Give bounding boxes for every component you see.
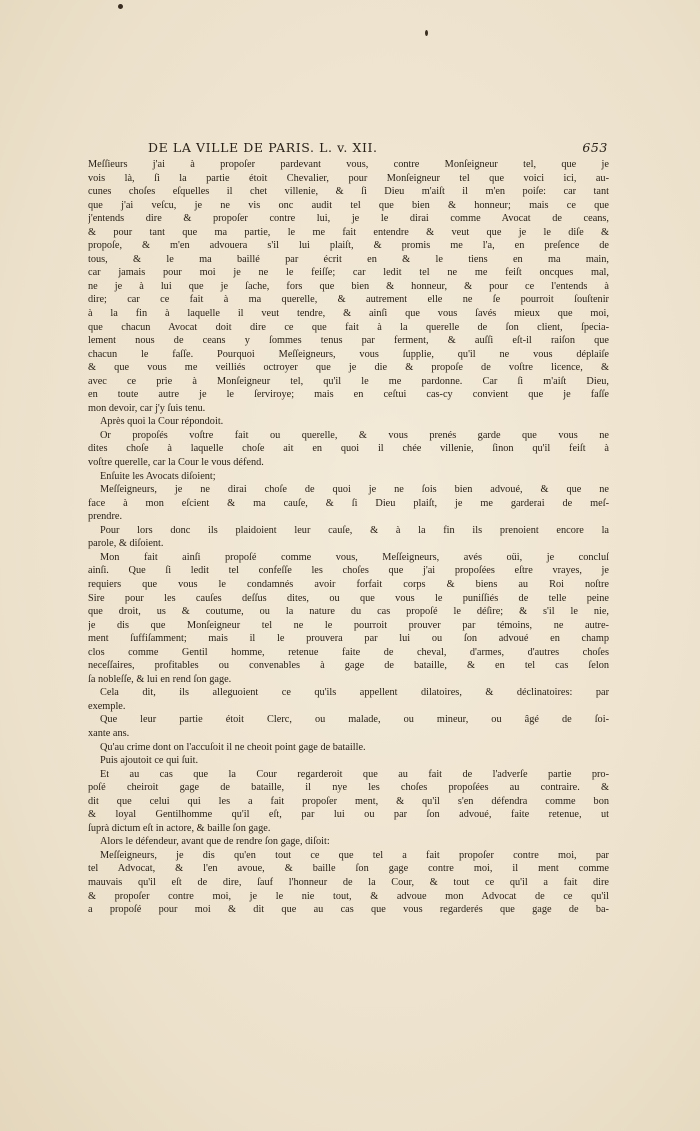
ink-speck [425,30,428,36]
text-line: Meſſeigneurs, je dis qu'en tout ce que tel a fait propoſer contre moi, par [100,849,609,861]
text-line: chacun le faſſe. Pourquoi Meſſeigneurs, vous ſupplie, qu'il ne vous déplaiſe [88,348,609,360]
text-line: Après quoi la Cour répondoit. [100,416,224,428]
text-line: Mon fait ainſi propoſé comme vous, Meſſeigneurs, avés oüi, je concluſ [100,551,609,563]
text-line: neceſſaires, profitables ou convenables à gage de bataille, & en tel cas ſelon [88,660,609,672]
text-line: mauvais qu'il eſt de dire, ſauf l'honneur de la Cour, & tout ce qu'il a fait dire [88,876,609,888]
text-line: a propoſé pour moi & dit que au cas que vous regarderés que gage de ba- [88,904,609,916]
text-line: Meſſeigneurs, je ne dirai choſe de quoi je ne ſois bien advoué, & que ne [100,484,609,496]
text-line: Enſuite les Avocats diſoient; [100,470,216,482]
text-line: exemple. [88,700,126,712]
text-line: prendre. [88,511,123,523]
text-line: ainſi. Que ſi ledit tel confeſſe les choſes que j'ai propoſées eſtre vrayes, je [88,565,609,577]
text-line: poſé cheiroit gage de bataille, il nye les choſes propoſées au contraire. & [88,782,609,794]
page-header [88,140,608,156]
text-line: propoſe, & m'en advouera s'il lui plaiſt, & promis me l'a, en preſence de [88,240,609,252]
text-line: avec ce prie à Monſeigneur tel, qu'il le me pardonne. Car ſi m'aiſt Dieu, [88,375,609,387]
text-line: & propoſer contre moi, je le nie tout, & advoue mon Advocat de ce qu'il [88,890,609,902]
text-line: tous, & le ma baillé par écrit en & le tiens en ma main, [88,253,609,265]
running-title: DE LA VILLE DE PARIS. L. v. XII. [148,140,378,155]
ink-speck [118,4,123,9]
text-line: Or propoſés voſtre fait ou querelle, & vous prenés garde que vous ne [100,429,609,441]
text-line: Pour lors donc ils plaidoient leur cauſe, & à la fin ils prenoient encore la [100,524,609,536]
text-line: ment ſuffiſamment; mais il le prouvera par lui ou ſon advoué en champ [88,633,609,645]
text-line: dire; car ce fait à ma querelle, & autrement elle ne ſe pourroit ſouſtenir [88,294,609,306]
body-text [88,158,609,917]
text-line: requiers que vous le condamnés avoir forfait corps & biens au Roi noſtre [88,578,609,590]
text-line: ſuprà dictum eſt in actore, & baille ſon gage. [88,822,271,834]
text-line: je dis que Monſeigneur tel ne le pourroit prouver par témoins, ne autre- [88,619,609,631]
text-line: clos comme Gentil homme, retenue faite de cheval, d'armes, d'autres choſes [88,646,609,658]
text-line: Que leur partie étoit Clerc, ou malade, ou mineur, ou âgé de ſoi- [100,714,609,726]
text-line: lement nous de ceans y ſommes tenus par ferment, & auſſi eſt-il raiſon que [88,335,609,347]
text-line: Et au cas que la Cour regarderoit que au fait de l'adverſe partie pro- [100,768,609,780]
text-line: Meſſieurs j'ai à propoſer pardevant vous, contre Monſeigneur tel, que je [88,159,609,170]
text-line: dites choſe à laquelle choſe ait en quoi il chée villenie, ſinon qu'il feiſt à [88,443,609,455]
text-line: tel Advocat, & l'en avoue, & baille ſon gage contre moi, il ment comme [88,863,609,875]
text-line: parole, & diſoient. [88,538,164,550]
text-line: Sire pour les cauſes deſſus dites, ou que vous le puniſſiés de telle peine [88,592,609,604]
text-line: ne je à lui que je ſache, fors que bien & honneur, & pour ce l'entends à [88,280,609,292]
page-number: 653 [582,140,608,155]
text-line: xante ans. [88,727,130,739]
text-line: Cela dit, ils alleguoient ce qu'ils appellent dilatoires, & déclinatoires: par [100,687,609,699]
text-line: & loyal Gentilhomme qu'il eſt, par lui ou par ſon advoué, faite retenue, ut [88,809,609,821]
text-line: Puis ajoutoit ce qui ſuit. [100,755,199,767]
text-line: face à mon eſcient & ma cauſe, & ſi Dieu plaiſt, je me garderai de meſ- [88,497,609,509]
text-line: voſtre querelle, car la Cour le vous défend. [88,457,264,469]
text-line: ſa nobleſſe, & lui en rend ſon gage. [88,673,232,685]
text-line: vois là, ſi la partie étoit Chevalier, pour Monſeigneur tel que voici ici, au- [88,172,609,184]
text-line: que j'ai veſcu, je ne vis onc audit tel que bien & honneur; mais ce que [88,199,609,211]
text-line: cunes choſes eſquelles il chet villenie, & ſi Dieu m'aiſt il m'en poiſe: car tant [88,186,609,198]
text-line: Qu'au crime dont on l'accuſoit il ne cheoit point gage de bataille. [100,741,366,753]
text-line: & que vous me veilliés octroyer que je die & propoſe de voſtre licence, & [88,362,609,374]
text-line: à la fin à laquelle il veut tendre, & ainſi que vous ſavés mieux que moi, [88,308,609,320]
text-line: en toute autre je le ſerviroye; mais en ceſtui cas-cy convient que je faſſe [88,389,609,401]
text-line: que chacun Avocat doit dire ce que fait à la querelle de ſon client, ſpecia- [88,321,609,333]
text-line: Alors le défendeur, avant que de rendre ſon gage, diſoit: [100,836,330,848]
text-line: j'entends dire & propoſer contre lui, je le dirai comme Avocat de ceans, [88,213,609,225]
text-line: que droit, us & coutume, ou la nature du cas propoſé le déſire; & s'il le nie, [88,606,609,618]
text-line: dit que celui qui les a fait propoſer ment, & qu'il s'en défendra comme bon [88,795,609,807]
text-line: mon devoir, car j'y ſuis tenu. [88,402,206,414]
text-line: & pour tant que ma partie, le me fait entendre & veut que je le diſe & [88,226,609,238]
text-line: car jamais pour moi je ne le feiſſe; car ledit tel ne me feiſt oncques mal, [88,267,609,279]
